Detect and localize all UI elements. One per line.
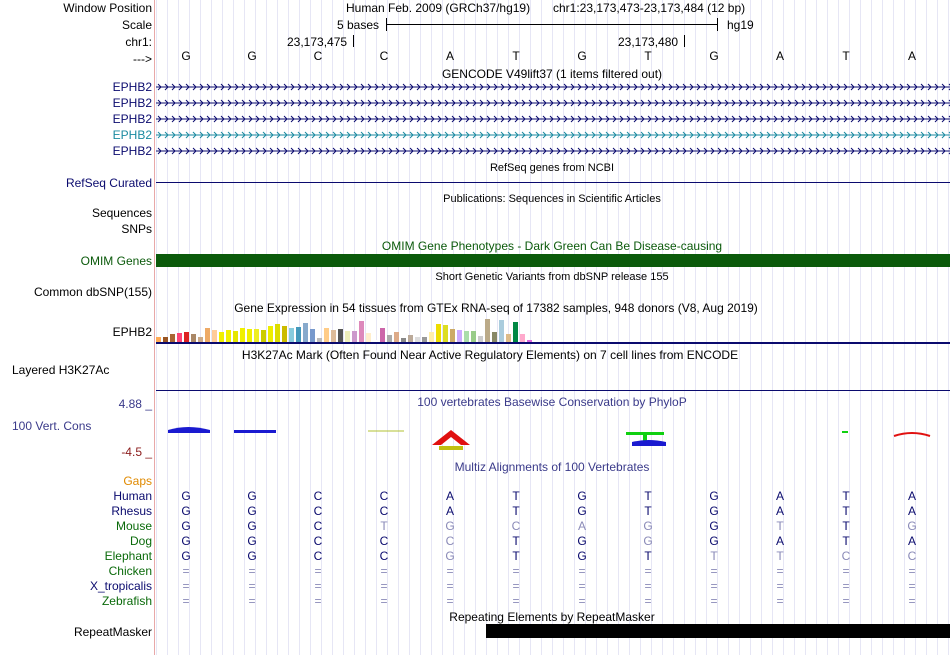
gtex-tissue-bar[interactable] — [436, 324, 441, 342]
reference-base: G — [709, 49, 719, 63]
gtex-tissue-bar[interactable] — [233, 331, 238, 342]
aligned-base: T — [512, 534, 520, 548]
species-label[interactable]: Zebrafish — [101, 594, 152, 608]
gtex-tissue-bar[interactable] — [471, 331, 476, 342]
browser-track-image[interactable] — [156, 0, 950, 655]
aligned-base: G — [577, 534, 587, 548]
gtex-tissue-bar[interactable] — [254, 329, 259, 342]
gtex-tissue-bar[interactable] — [303, 323, 308, 342]
species-label[interactable]: Human — [113, 489, 152, 503]
phylop-mark-a — [894, 433, 930, 436]
phylop-mark-g — [234, 430, 276, 433]
species-alignment-row — [156, 519, 950, 533]
aligned-base: = — [512, 594, 520, 608]
dbsnp-track-title: Short Genetic Variants from dbSNP release 155 — [435, 271, 669, 283]
reference-base: T — [512, 49, 520, 63]
aligned-base: C — [445, 534, 455, 548]
gtex-tissue-bar[interactable] — [380, 328, 385, 342]
aligned-base: = — [314, 594, 322, 608]
species-label[interactable]: Dog — [129, 534, 152, 548]
position-readout: chr1:23,173,473-23,173,484 (12 bp) — [553, 1, 746, 15]
species-label[interactable]: Chicken — [108, 564, 152, 578]
aligned-base: = — [380, 594, 388, 608]
aligned-base: G — [247, 534, 257, 548]
aligned-base: G — [181, 489, 191, 503]
aligned-base: = — [248, 579, 256, 593]
aligned-base: C — [379, 534, 389, 548]
gtex-tissue-bar[interactable] — [310, 329, 315, 342]
aligned-base: = — [380, 564, 388, 578]
aligned-base: G — [709, 519, 719, 533]
aligned-base: = — [182, 579, 190, 593]
phylop-mark-c — [439, 446, 463, 450]
aligned-base: = — [182, 594, 190, 608]
gencode-item-label[interactable]: EPHB2 — [112, 128, 152, 142]
aligned-base: = — [182, 564, 190, 578]
reference-base: C — [379, 49, 389, 63]
aligned-base: G — [577, 489, 587, 503]
gtex-tissue-bar[interactable] — [261, 330, 266, 342]
scale-text: 5 bases — [337, 18, 380, 32]
aligned-base: G — [709, 489, 719, 503]
gtex-tissue-bar[interactable] — [352, 331, 357, 342]
scale-label: Scale — [121, 18, 152, 32]
gtex-tissue-bar[interactable] — [338, 329, 343, 342]
aligned-base: C — [379, 549, 389, 563]
multiz-track-title: Multiz Alignments of 100 Vertebrates — [454, 460, 650, 474]
aligned-base: = — [842, 564, 850, 578]
aligned-base: = — [908, 594, 916, 608]
aligned-base: C — [313, 549, 323, 563]
scale-bar — [386, 24, 717, 25]
gtex-tissue-bar[interactable] — [513, 322, 518, 342]
gtex-tissue-bar[interactable] — [184, 332, 189, 342]
gtex-track-title: Gene Expression in 54 tissues from GTEx RNA-seq of 17382 samples, 948 donors (V8, Aug 2019) — [234, 301, 758, 315]
publications-track-title: Publications: Sequences in Scientific Articles — [443, 193, 661, 205]
aligned-base: T — [644, 504, 652, 518]
reference-bases — [156, 49, 950, 63]
aligned-base: C — [379, 489, 389, 503]
aligned-base: A — [445, 504, 455, 518]
species-alignment-row — [156, 534, 950, 548]
aligned-base: = — [578, 564, 586, 578]
aligned-base: G — [181, 534, 191, 548]
aligned-base: T — [512, 504, 520, 518]
aligned-base: = — [776, 579, 784, 593]
aligned-base: = — [710, 579, 718, 593]
reference-base: G — [181, 49, 191, 63]
aligned-base: C — [313, 519, 323, 533]
aligned-base: T — [776, 549, 784, 563]
reference-base: T — [842, 49, 850, 63]
aligned-base: = — [644, 579, 652, 593]
gtex-tissue-bar[interactable] — [506, 334, 511, 342]
aligned-base: = — [908, 564, 916, 578]
omim-track-label[interactable]: OMIM Genes — [80, 254, 152, 268]
species-label[interactable]: Mouse — [115, 519, 152, 533]
phylop-logo[interactable] — [156, 420, 950, 450]
aligned-base: T — [512, 489, 520, 503]
aligned-base: T — [512, 549, 520, 563]
aligned-base: G — [709, 504, 719, 518]
aligned-base: A — [775, 504, 785, 518]
gtex-tissue-bar[interactable] — [457, 330, 462, 342]
aligned-base: = — [710, 564, 718, 578]
species-alignment-row — [156, 594, 950, 608]
aligned-base: T — [842, 519, 850, 533]
gtex-tissue-bar[interactable] — [289, 328, 294, 342]
aligned-base: = — [644, 594, 652, 608]
aligned-base: = — [446, 579, 454, 593]
phylop-mark-g — [632, 440, 666, 446]
chromosome-label: chr1: — [125, 35, 152, 49]
aligned-base: = — [644, 564, 652, 578]
gtex-tissue-bar[interactable] — [394, 332, 399, 342]
aligned-base: T — [644, 489, 652, 503]
gtex-bar-chart[interactable] — [156, 315, 536, 342]
scale-db-text: hg19 — [727, 18, 754, 32]
aligned-base: T — [842, 504, 850, 518]
gtex-tissue-bar[interactable] — [177, 333, 182, 342]
aligned-base: = — [248, 594, 256, 608]
aligned-base: G — [247, 489, 257, 503]
aligned-base: A — [775, 534, 785, 548]
scale-bar-tick — [717, 18, 718, 31]
aligned-base: T — [710, 549, 718, 563]
conservation-track-label[interactable]: 100 Vert. Cons — [12, 419, 92, 433]
aligned-base: = — [776, 564, 784, 578]
aligned-base: C — [379, 504, 389, 518]
aligned-base: G — [445, 519, 455, 533]
gtex-tissue-bar[interactable] — [247, 329, 252, 342]
gtex-tissue-bar[interactable] — [331, 330, 336, 342]
gencode-item-label[interactable]: EPHB2 — [112, 112, 152, 126]
aligned-base: G — [445, 549, 455, 563]
h3k27ac-baseline — [156, 390, 950, 391]
aligned-base: T — [842, 489, 850, 503]
aligned-base: = — [512, 564, 520, 578]
refseq-track-label[interactable]: RefSeq Curated — [65, 176, 152, 190]
aligned-base: T — [644, 549, 652, 563]
scale-bar-tick — [386, 18, 387, 31]
dbsnp-track-label[interactable]: Common dbSNP(155) — [33, 285, 152, 299]
species-alignment-row — [156, 504, 950, 518]
aligned-base: A — [907, 489, 917, 503]
gtex-tissue-bar[interactable] — [275, 324, 280, 342]
gencode-transcripts[interactable] — [156, 80, 950, 160]
aligned-base: = — [578, 579, 586, 593]
gtex-tissue-bar[interactable] — [205, 328, 210, 342]
repeatmasker-track-label[interactable]: RepeatMasker — [73, 625, 152, 639]
reference-base: A — [775, 49, 785, 63]
aligned-base: C — [313, 534, 323, 548]
snps-track-label[interactable]: SNPs — [121, 222, 152, 236]
species-label[interactable]: X_tropicalis — [89, 579, 152, 593]
aligned-base: A — [775, 489, 785, 503]
aligned-base: = — [842, 579, 850, 593]
gtex-tissue-bar[interactable] — [408, 335, 413, 342]
aligned-base: = — [512, 579, 520, 593]
gtex-tissue-bar[interactable] — [240, 328, 245, 342]
aligned-base: G — [577, 549, 587, 563]
gencode-item-label[interactable]: EPHB2 — [112, 96, 152, 110]
aligned-base: G — [709, 534, 719, 548]
gtex-tissue-bar[interactable] — [324, 328, 329, 342]
coordinate-label: 23,173,480 — [618, 35, 679, 49]
gtex-baseline — [156, 342, 950, 344]
phylop-mark-g — [168, 427, 210, 433]
aligned-base: = — [446, 564, 454, 578]
label-divider — [154, 0, 155, 655]
gtex-tissue-bar[interactable] — [226, 330, 231, 342]
refseq-transcript-line[interactable] — [156, 182, 950, 183]
gencode-item-label[interactable]: EPHB2 — [112, 80, 152, 94]
gaps-track-label[interactable]: Gaps — [123, 474, 152, 488]
aligned-base: T — [380, 519, 388, 533]
gtex-tissue-bar[interactable] — [429, 332, 434, 342]
aligned-base: C — [841, 549, 851, 563]
coordinate-tick — [353, 35, 354, 47]
aligned-base: A — [907, 504, 917, 518]
h3k27ac-track-title: H3K27Ac Mark (Often Found Near Active Regulatory Elements) on 7 cell lines from ENCODE — [241, 348, 739, 362]
gtex-tissue-bar[interactable] — [170, 334, 175, 342]
aligned-base: G — [577, 504, 587, 518]
gtex-track-label[interactable]: EPHB2 — [112, 325, 152, 339]
sequences-track-label[interactable]: Sequences — [91, 206, 152, 220]
aligned-base: G — [247, 519, 257, 533]
aligned-base: C — [907, 549, 917, 563]
aligned-base: G — [247, 549, 257, 563]
conservation-max-label: 4.88 _ — [118, 397, 152, 411]
h3k27ac-track-label[interactable]: Layered H3K27Ac — [12, 363, 110, 377]
species-alignment-row — [156, 549, 950, 563]
aligned-base: C — [313, 504, 323, 518]
gencode-item-label[interactable]: EPHB2 — [112, 144, 152, 158]
aligned-base: G — [907, 519, 917, 533]
phylop-track-title: 100 vertebrates Basewise Conservation by PhyloP — [417, 395, 687, 409]
aligned-base: C — [511, 519, 521, 533]
reference-base: G — [577, 49, 587, 63]
aligned-base: = — [908, 579, 916, 593]
gtex-tissue-bar[interactable] — [268, 326, 273, 342]
reference-base: T — [644, 49, 652, 63]
gtex-tissue-bar[interactable] — [359, 321, 364, 342]
aligned-base: G — [181, 519, 191, 533]
gtex-tissue-bar[interactable] — [191, 334, 196, 342]
gtex-tissue-bar[interactable] — [296, 327, 301, 342]
refseq-track-title: RefSeq genes from NCBI — [489, 162, 615, 174]
species-label[interactable]: Elephant — [104, 549, 152, 563]
gtex-tissue-bar[interactable] — [366, 333, 371, 342]
aligned-base: G — [181, 504, 191, 518]
gtex-tissue-bar[interactable] — [464, 331, 469, 342]
coordinate-tick — [684, 35, 685, 47]
aligned-base: A — [445, 489, 455, 503]
phylop-mark-t — [842, 431, 848, 433]
aligned-base: = — [314, 579, 322, 593]
phylop-mark-a — [432, 430, 470, 445]
gtex-tissue-bar[interactable] — [520, 334, 525, 342]
species-alignment-row — [156, 489, 950, 503]
aligned-base: = — [710, 594, 718, 608]
conservation-min-label: -4.5 _ — [121, 445, 152, 459]
gtex-tissue-bar[interactable] — [282, 326, 287, 342]
reference-base: A — [907, 49, 917, 63]
reference-base: G — [247, 49, 257, 63]
repeatmasker-track-title: Repeating Elements by RepeatMasker — [449, 610, 655, 624]
aligned-base: G — [643, 519, 653, 533]
reference-base: A — [445, 49, 455, 63]
species-alignment-row — [156, 564, 950, 578]
omim-gene-bar[interactable] — [156, 254, 950, 267]
gtex-tissue-bar[interactable] — [450, 329, 455, 342]
window-position-label: Window Position — [63, 1, 152, 15]
gencode-track-title: GENCODE V49lift37 (1 items filtered out) — [441, 67, 663, 81]
gtex-tissue-bar[interactable] — [219, 332, 224, 342]
aligned-base: G — [181, 549, 191, 563]
gtex-tissue-bar[interactable] — [212, 330, 217, 342]
gtex-tissue-bar[interactable] — [443, 325, 448, 342]
aligned-base: = — [842, 594, 850, 608]
strand-arrow-label: ---> — [133, 52, 152, 66]
species-alignment-row — [156, 579, 950, 593]
track-label-column — [0, 0, 154, 655]
gtex-tissue-bar[interactable] — [485, 319, 490, 342]
gtex-tissue-bar[interactable] — [492, 332, 497, 342]
aligned-base: = — [314, 564, 322, 578]
aligned-base: = — [578, 594, 586, 608]
species-label[interactable]: Rhesus — [111, 504, 152, 518]
coordinate-label: 23,173,475 — [287, 35, 348, 49]
gtex-tissue-bar[interactable] — [499, 320, 504, 342]
assembly-title: Human Feb. 2009 (GRCh37/hg19) — [346, 1, 531, 15]
aligned-base: G — [643, 534, 653, 548]
aligned-base: = — [446, 594, 454, 608]
omim-track-title: OMIM Gene Phenotypes - Dark Green Can Be Disease-causing — [381, 239, 723, 253]
aligned-base: A — [907, 534, 917, 548]
aligned-base: C — [313, 489, 323, 503]
aligned-base: T — [776, 519, 784, 533]
aligned-base: = — [248, 564, 256, 578]
aligned-base: T — [842, 534, 850, 548]
reference-base: C — [313, 49, 323, 63]
gtex-tissue-bar[interactable] — [345, 331, 350, 342]
aligned-base: A — [577, 519, 587, 533]
repeat-element-bar[interactable] — [486, 624, 950, 638]
aligned-base: G — [247, 504, 257, 518]
gtex-tissue-bar[interactable] — [387, 335, 392, 342]
aligned-base: = — [776, 594, 784, 608]
aligned-base: = — [380, 579, 388, 593]
